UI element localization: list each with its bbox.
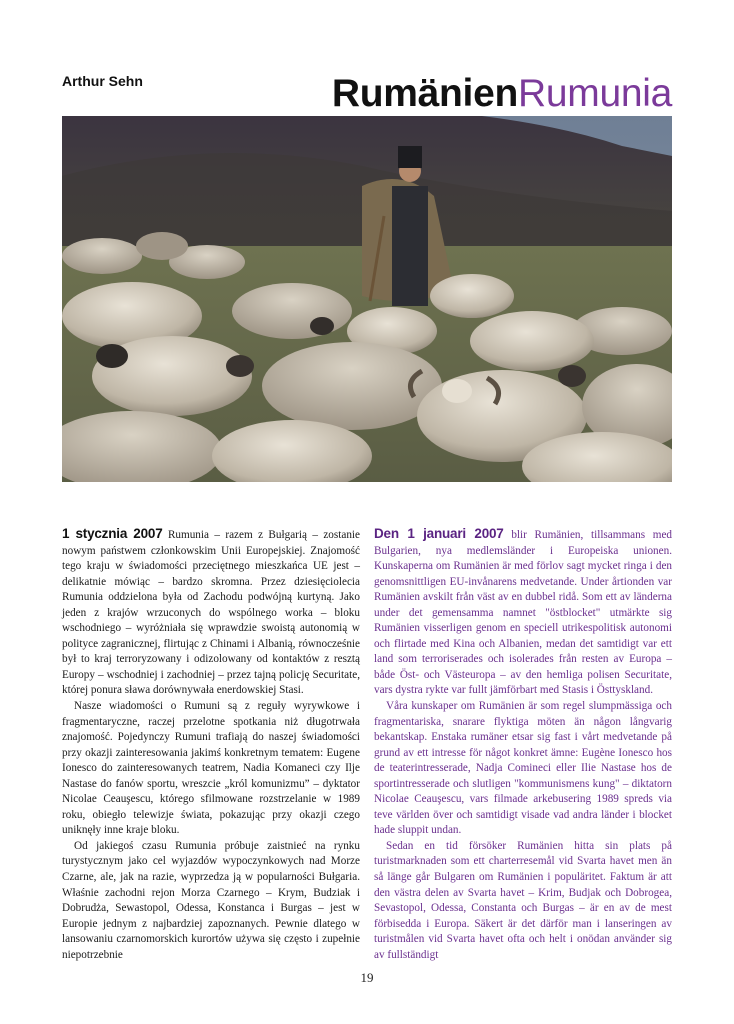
polish-paragraph-1 bbox=[62, 526, 360, 699]
polish-lead-date: 1 stycznia 2007 bbox=[62, 526, 163, 541]
swedish-paragraph-2: Våra kunskaper om Rumänien är som regel slumpmässiga och fragmentariska, snarare flyktiga möten än någon långvarig bekantskap. Enstaka rumäner etsar sig fast i vårt medvetande på grund av ett intresse för något konkret ämne: Eugène Ionesco hos de teaterintresserade, Nadja Comineci eller Ilie Nastase hos de sportintresserade och slutligen "kommunismens kung" – diktatorn Nicolae Ceauşescu, vars filmade arkebusering 1989 spreds via teve världen över och samtidigt visade vad andra länder i blocket hade sluppit undan. bbox=[374, 700, 672, 837]
polish-paragraph-3: Od jakiegoś czasu Rumunia próbuje zaistnieć na rynku turystycznym jako cel wyjazdów wypoczynkowych nad Morze Czarne, ale, jak na razie, wyprzedza ją w popularności Bułgaria. Właśnie zachodni rejon Morza Czarnego – Krym, Budziak i Dobrudża, Sewastopol, Odessa, Konstanca i Burgas – jest w Europie jednym z najbardziej zapoznanych. Pewnie dlatego w lansowaniu czarnomorskich kurortów używa się często i zupełnie niepotrzebnie bbox=[62, 839, 360, 961]
author-name: Arthur Sehn bbox=[62, 73, 143, 89]
swedish-paragraph-1-text: blir Rumänien, tillsammans med Bulgarien, nya medlemsländer i Europeiska unionen. Kunskaperna om Rumänien är med förlov sagt mycket ringa i den genomsnittligen EU-invånarens medvetande. Under årtionden var Rumänien avskilt från väst av en dubbel ridå. Som ett av länderna under det gemensamma namnet "östblocket" utmärkte sig Rumänien visserligen genom en speciell utrikespolitisk autonomi och flirtade med Kina och Albanien, medan det samtidigt var ett land som terroriserades och isolerades från resten av Europa – både Öst- och Västeuropa – av den hemliga polisen Securitate, vars dystra rykte var fullt jämförbart med Stasis i Östtyskland. bbox=[374, 529, 673, 697]
title-swedish: Rumunia bbox=[518, 72, 672, 115]
title-polish: Rumänien bbox=[331, 72, 519, 115]
polish-paragraph-2: Nasze wiadomości o Rumuni są z reguły wyrywkowe i fragmentaryczne, raczej przelotne spotkania niż długotrwała znajomość. Pojedynczy Rumuni trafiają do naszej świadomości przy okazji zainteresowania jakimś konkretnym tematem: Eugene Ionesco do zainteresowanych teatrem, Nadia Komaneci czy Ilje Nastase do fanów sportu, wreszcie „król komunizmu” – dyktator Nicolae Ceauşescu, którego sfilmowane rozstrzelanie w 1989 roku, obiegło telewizje świata, pokazując przy okazji czego uniknęły inne kraje bloku. bbox=[62, 700, 360, 837]
swedish-lead-date: Den 1 januari 2007 bbox=[374, 526, 504, 541]
page-title bbox=[332, 74, 672, 113]
polish-column bbox=[62, 526, 360, 963]
swedish-paragraph-1 bbox=[374, 526, 672, 699]
swedish-paragraph-3: Sedan en tid försöker Rumänien hitta sin plats på turistmarknaden som ett charterresemål vid Svarta havet men än så länge går Bulgaren om Rumänien i populäritet. Faktum är att den västra delen av Svarta havet – Krim, Budjak och Dobrogea, Sevastopol, Odessa, Constanta och Burgas – är en av de mest förbisedda i Europa. Säkert är det därför man i lanseringen av turistmålen vid Svarta havet ofta och helt i onödan använder sig av fullständigt bbox=[374, 839, 672, 961]
page-number: 19 bbox=[360, 970, 374, 985]
shepherd-with-sheep-photo bbox=[62, 116, 672, 482]
polish-paragraph-1-text: Rumunia – razem z Bułgarią – zostanie nowym państwem członkowskim Unii Europejskiej. Znajomość tego kraju w świadomości przeciętnego mieszkańca UE jest – delikatnie mówiąc – bardzo skromna. Przez dziesięciolecia Rumunia oddzielona była od Zachodu podwójną kurtyną. Jako jeden z krajów wrzuconych do wspólnego worka – bloku wschodniego – wyróżniała się wprawdzie swoistą autonomią w polityce zagranicznej, flirtując z Chinami i Albanią, równocześnie był to kraj terroryzowany i odizolowany od kontaktów z resztą Europy – wschodniej i zachodniej – przez tajną policję Securitate, której ponura sława dorównywała enerdowskiej Stasi. bbox=[62, 529, 360, 697]
swedish-column bbox=[374, 526, 672, 963]
